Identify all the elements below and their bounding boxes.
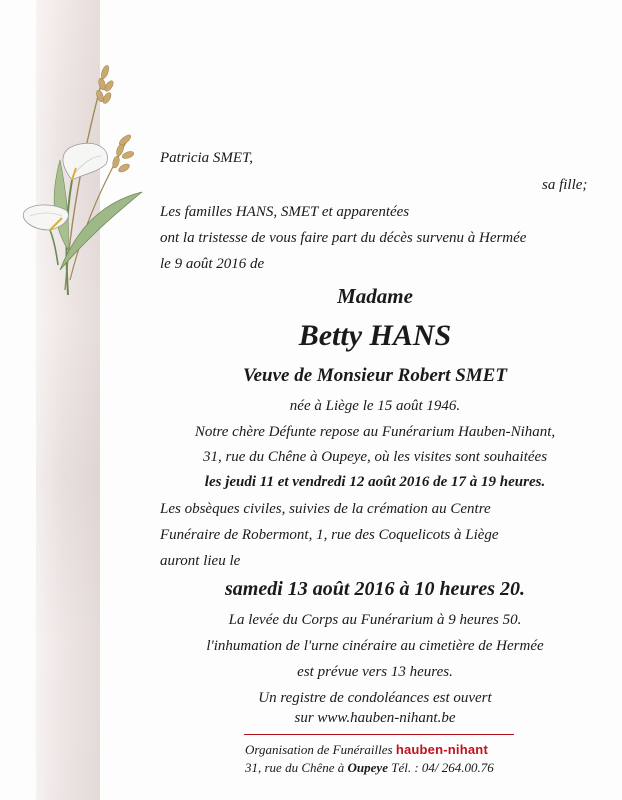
relation-text: sa fille; <box>542 177 588 193</box>
calla-lily-wheat-illustration <box>10 40 150 300</box>
register-line: Un registre de condoléances est ouvert <box>258 690 492 706</box>
footer-divider <box>244 734 514 735</box>
footer-organisation <box>245 742 488 758</box>
visitation-line-2: 31, rue du Chêne à Oupeye, où les visites sont souhaitées <box>202 449 548 465</box>
deceased-name: Betty HANS <box>298 319 452 352</box>
brand-logo-text: hauben-nihant <box>395 742 488 757</box>
spouse-line: Veuve de Monsieur Robert SMET <box>243 365 507 386</box>
levee-line: La levée du Corps au Funérarium à 9 heures 50. <box>228 612 522 628</box>
visitation-line-1: Notre chère Défunte repose au Funérarium Hauben-Nihant, <box>194 424 556 440</box>
inhumation-time: est prévue vers 13 heures. <box>297 664 453 680</box>
ceremony-line-3: auront lieu le <box>160 553 241 569</box>
phone-number: Tél. : 04/ 264.00.76 <box>391 760 494 775</box>
organisation-prefix: Organisation de Funérailles <box>245 742 393 757</box>
address-prefix: 31, rue du Chêne à <box>245 760 345 775</box>
ceremony-line-1: Les obsèques civiles, suivies de la crémation au Centre <box>160 501 491 517</box>
ceremony-line-2: Funéraire de Robermont, 1, rue des Coquelicots à Liège <box>160 527 499 543</box>
footer-address <box>245 760 494 776</box>
register-website: sur www.hauben-nihant.be <box>294 710 456 726</box>
deceased-title: Madame <box>337 284 413 308</box>
birth-line: née à Liège le 15 août 1946. <box>289 398 461 414</box>
address-town: Oupeye <box>347 760 388 775</box>
inhumation-line: l'inhumation de l'urne cinéraire au cimetière de Hermée <box>206 638 544 654</box>
recipient-name: Patricia SMET, <box>160 150 254 166</box>
announcement-line: ont la tristesse de vous faire part du décès survenu à Hermée <box>160 230 527 246</box>
families-line: Les familles HANS, SMET et apparentées <box>160 204 410 220</box>
death-date-line: le 9 août 2016 de <box>160 256 265 272</box>
visitation-hours: les jeudi 11 et vendredi 12 août 2016 de 17 à 19 heures. <box>204 474 546 490</box>
ceremony-datetime: samedi 13 août 2016 à 10 heures 20. <box>224 578 526 600</box>
